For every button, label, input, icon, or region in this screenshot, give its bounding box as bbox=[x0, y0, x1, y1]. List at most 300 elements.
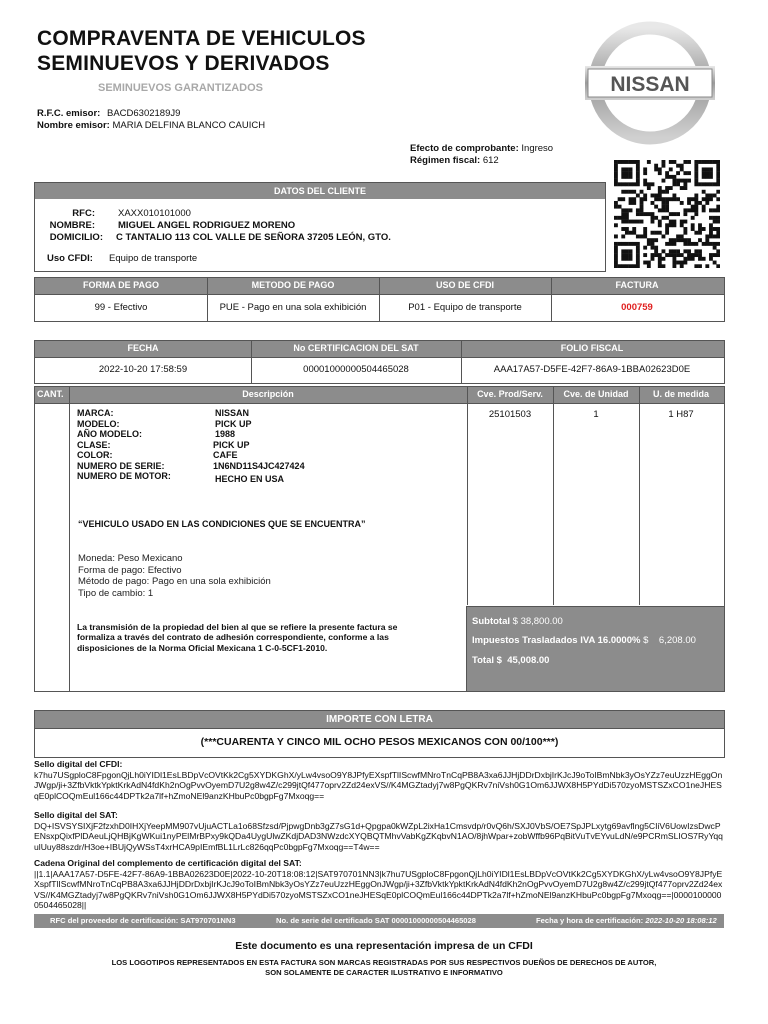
qr-module bbox=[665, 223, 669, 227]
qr-module bbox=[698, 253, 702, 257]
qr-module bbox=[691, 253, 695, 257]
qr-module bbox=[636, 264, 640, 268]
qr-module bbox=[629, 197, 633, 201]
qr-module bbox=[614, 175, 618, 179]
qr-module bbox=[683, 242, 687, 246]
qr-module bbox=[651, 216, 655, 220]
qr-module bbox=[716, 264, 720, 268]
qr-module bbox=[680, 167, 684, 171]
qr-module bbox=[716, 242, 720, 246]
total-value: $ 45,008.00 bbox=[496, 655, 550, 666]
qr-module bbox=[698, 201, 702, 205]
sello-sat-label: Sello digital del SAT: bbox=[34, 810, 118, 820]
factura-number: 000759 bbox=[621, 302, 653, 313]
qr-module bbox=[629, 182, 633, 186]
qr-module bbox=[669, 249, 673, 253]
qr-module bbox=[651, 231, 655, 235]
qr-module bbox=[658, 220, 662, 224]
cadena-label: Cadena Original del complemento de certificación digital del SAT: bbox=[34, 858, 302, 868]
qr-module bbox=[683, 179, 687, 183]
qr-module bbox=[716, 167, 720, 171]
qr-module bbox=[621, 227, 625, 231]
qr-module bbox=[676, 164, 680, 168]
qr-module bbox=[694, 205, 698, 209]
qr-module bbox=[625, 175, 629, 179]
qr-module bbox=[709, 182, 713, 186]
total-label: Total bbox=[472, 655, 494, 666]
qr-module bbox=[618, 216, 622, 220]
qr-module bbox=[698, 257, 702, 261]
qr-module bbox=[621, 253, 625, 257]
qr-module bbox=[629, 231, 633, 235]
cliente-uso-label: Uso CFDI: bbox=[47, 253, 93, 264]
vehicle-value-serie: 1N6ND11S4JC427424 bbox=[213, 461, 305, 471]
qr-module bbox=[618, 205, 622, 209]
nissan-logo bbox=[585, 18, 715, 148]
qr-module bbox=[636, 242, 640, 246]
qr-module bbox=[643, 227, 647, 231]
qr-module bbox=[636, 257, 640, 261]
qr-module bbox=[621, 264, 625, 268]
qr-module bbox=[625, 208, 629, 212]
qr-module bbox=[614, 182, 618, 186]
qr-module bbox=[669, 223, 673, 227]
forma-line: Forma de pago: Efectivo bbox=[78, 564, 182, 576]
qr-module bbox=[636, 182, 640, 186]
qr-module bbox=[629, 249, 633, 253]
qr-module bbox=[629, 190, 633, 194]
qr-module bbox=[618, 242, 622, 246]
qr-module bbox=[629, 264, 633, 268]
qr-module bbox=[716, 208, 720, 212]
qr-module bbox=[621, 220, 625, 224]
qr-module bbox=[632, 227, 636, 231]
qr-module bbox=[709, 253, 713, 257]
qr-module bbox=[665, 205, 669, 209]
qr-module bbox=[669, 167, 673, 171]
pago-header-factura: FACTURA bbox=[615, 280, 659, 290]
qr-module bbox=[716, 175, 720, 179]
qr-module bbox=[629, 171, 633, 175]
qr-module bbox=[614, 205, 618, 209]
vehicle-value-anio: 1988 bbox=[215, 429, 236, 439]
cert-fecha-value: 2022-10-20 18:08:12 bbox=[645, 916, 717, 925]
qr-module bbox=[614, 264, 618, 268]
cert-serie-label: No. de serie del certificado SAT bbox=[276, 916, 390, 925]
qr-module bbox=[662, 197, 666, 201]
qr-module bbox=[643, 231, 647, 235]
qr-module bbox=[694, 194, 698, 198]
vehicle-label-serie: NUMERO DE SERIE: bbox=[77, 460, 165, 471]
qr-module bbox=[651, 253, 655, 257]
qr-module bbox=[716, 253, 720, 257]
emisor-nombre-value: MARIA DELFINA BLANCO CAUICH bbox=[112, 120, 266, 131]
qr-module bbox=[621, 160, 625, 164]
regimen-fiscal bbox=[410, 155, 499, 166]
qr-module bbox=[694, 179, 698, 183]
qr-module bbox=[629, 167, 633, 171]
qr-module bbox=[651, 194, 655, 198]
qr-module bbox=[658, 190, 662, 194]
qr-module bbox=[680, 186, 684, 190]
qr-module bbox=[691, 242, 695, 246]
qr-module bbox=[651, 238, 655, 242]
qr-module bbox=[662, 164, 666, 168]
qr-module bbox=[713, 227, 717, 231]
qr-module bbox=[694, 164, 698, 168]
qr-module bbox=[716, 164, 720, 168]
cliente-domicilio-value: C TANTALIO 113 COL VALLE DE SEÑORA 37205 LEÓN, GTO. bbox=[116, 232, 391, 243]
qr-module bbox=[614, 246, 618, 250]
qr-module bbox=[629, 175, 633, 179]
qr-module bbox=[698, 249, 702, 253]
qr-module bbox=[665, 242, 669, 246]
qr-module bbox=[614, 171, 618, 175]
qr-module bbox=[636, 246, 640, 250]
qr-module bbox=[647, 264, 651, 268]
qr-module bbox=[636, 175, 640, 179]
qr-module bbox=[662, 264, 666, 268]
qr-module bbox=[614, 234, 618, 238]
qr-module bbox=[625, 242, 629, 246]
qr-module bbox=[694, 231, 698, 235]
qr-module bbox=[665, 227, 669, 231]
qr-module bbox=[683, 186, 687, 190]
qr-module bbox=[632, 201, 636, 205]
qr-module bbox=[683, 182, 687, 186]
qr-module bbox=[640, 208, 644, 212]
qr-module bbox=[694, 171, 698, 175]
cliente-domicilio-label: DOMICILIO: bbox=[49, 232, 103, 243]
qr-module bbox=[621, 216, 625, 220]
qr-module bbox=[614, 223, 618, 227]
qr-module bbox=[651, 201, 655, 205]
qr-module bbox=[647, 238, 651, 242]
qr-module bbox=[614, 249, 618, 253]
qr-module bbox=[662, 234, 666, 238]
qr-module bbox=[716, 205, 720, 209]
qr-module bbox=[716, 182, 720, 186]
qr-module bbox=[716, 160, 720, 164]
qr-module bbox=[713, 194, 717, 198]
qr-module bbox=[676, 253, 680, 257]
qr-module bbox=[680, 238, 684, 242]
qr-module bbox=[713, 234, 717, 238]
qr-module bbox=[665, 201, 669, 205]
qr-module bbox=[654, 194, 658, 198]
qr-module bbox=[676, 212, 680, 216]
qr-module bbox=[694, 197, 698, 201]
iva-value: $ 6,208.00 bbox=[643, 635, 696, 646]
emisor-rfc-value: BACD6302189J9 bbox=[107, 108, 181, 119]
qr-module bbox=[662, 249, 666, 253]
qr-module bbox=[672, 220, 676, 224]
qr-module bbox=[691, 205, 695, 209]
trademark-notice-line1: LOS LOGOTIPOS REPRESENTADOS EN ESTA FACTURA SON MARCAS REGISTRADAS POR SUS RESPECTIVOS DUEÑOS DE DERECHOS DE AUTOR, bbox=[111, 958, 657, 967]
qr-module bbox=[694, 253, 698, 257]
qr-module bbox=[709, 216, 713, 220]
qr-module bbox=[658, 223, 662, 227]
qr-module bbox=[629, 257, 633, 261]
qr-module bbox=[716, 179, 720, 183]
qr-module bbox=[702, 182, 706, 186]
qr-module bbox=[658, 264, 662, 268]
qr-module bbox=[632, 190, 636, 194]
qr-module bbox=[658, 208, 662, 212]
sello-sat-section bbox=[34, 810, 724, 852]
qr-module bbox=[713, 220, 717, 224]
qr-module bbox=[636, 208, 640, 212]
cliente-rfc-label: RFC: bbox=[72, 208, 95, 219]
qr-module bbox=[658, 171, 662, 175]
qr-module bbox=[658, 231, 662, 235]
qr-module bbox=[625, 171, 629, 175]
qr-module bbox=[680, 201, 684, 205]
qr-module bbox=[709, 227, 713, 231]
pago-header-forma: FORMA DE PAGO bbox=[83, 280, 159, 290]
qr-module bbox=[702, 160, 706, 164]
qr-module bbox=[705, 182, 709, 186]
qr-module bbox=[658, 197, 662, 201]
qr-module bbox=[665, 231, 669, 235]
qr-module bbox=[687, 160, 691, 164]
qr-module bbox=[632, 160, 636, 164]
qr-module bbox=[662, 257, 666, 261]
datos-cliente-header: DATOS DEL CLIENTE bbox=[35, 183, 605, 199]
qr-module bbox=[702, 197, 706, 201]
cert-rfc bbox=[50, 914, 236, 928]
qr-module bbox=[702, 242, 706, 246]
subtotal-row bbox=[472, 616, 563, 627]
qr-module bbox=[665, 186, 669, 190]
qr-module bbox=[662, 208, 666, 212]
qr-module bbox=[621, 212, 625, 216]
pago-forma-value: 99 - Efectivo bbox=[94, 302, 148, 313]
qr-module bbox=[614, 179, 618, 183]
document-title-line1: COMPRAVENTA DE VEHICULOS bbox=[37, 27, 366, 50]
folio-fiscal-value: AAA17A57-D5FE-42F7-86A9-1BBA02623D0E bbox=[493, 364, 691, 375]
qr-module bbox=[705, 242, 709, 246]
vehicle-label-modelo: MODELO: bbox=[77, 418, 120, 429]
qr-module bbox=[614, 261, 618, 265]
qr-module bbox=[676, 234, 680, 238]
efecto-label: Efecto de comprobante: bbox=[410, 143, 519, 154]
qr-module bbox=[640, 197, 644, 201]
qr-module bbox=[618, 160, 622, 164]
efecto-comprobante bbox=[410, 143, 553, 154]
cert-fecha-label: Fecha y hora de certificación: bbox=[536, 916, 644, 925]
qr-module bbox=[705, 171, 709, 175]
certification-bar bbox=[34, 914, 724, 928]
qr-module bbox=[643, 167, 647, 171]
qr-module bbox=[691, 208, 695, 212]
qr-module bbox=[694, 182, 698, 186]
qr-module bbox=[647, 182, 651, 186]
qr-module bbox=[651, 212, 655, 216]
qr-module bbox=[658, 167, 662, 171]
qr-module bbox=[621, 249, 625, 253]
qr-module bbox=[654, 197, 658, 201]
qr-module bbox=[640, 234, 644, 238]
qr-module bbox=[683, 208, 687, 212]
vehicle-label-clase: CLASE: bbox=[77, 439, 111, 450]
qr-module bbox=[709, 175, 713, 179]
qr-module bbox=[698, 231, 702, 235]
qr-module bbox=[658, 261, 662, 265]
qr-module bbox=[716, 197, 720, 201]
qr-module bbox=[713, 242, 717, 246]
cert-rfc-value: SAT970701NN3 bbox=[180, 916, 236, 925]
qr-module bbox=[709, 194, 713, 198]
qr-module bbox=[683, 261, 687, 265]
qr-module bbox=[687, 208, 691, 212]
qr-module bbox=[618, 264, 622, 268]
importe-header: IMPORTE CON LETRA bbox=[35, 711, 724, 729]
qr-module bbox=[683, 220, 687, 224]
sello-cfdi-value: k7hu7USgploC8FpgonQjLh0iYIDl1EsLBDpVcOVtKk2Cg5XYDKGhX/yLw4vsoO9Y8JPfyEXspfTlIScwfMNroTnCqPB8A3xa6JJHjDDrDxbjIrKJcJ9oToIBmNbk3yOsYZz7euUzzHEggOnJWgp/ji+3ZfbVktkYpktKrkAdN4fdKh2nOgPvvOyemD7U2g8w4Z/c299jtQf477oprv2Zd24exVS//K4MGZtadyj7w8PgQKRv7niVsh0G1Om6JJWX8H5PYdDi570zyoMSTSZxCO1neJHESqE0plCOQmEul166c44DPTk2a7lf+hZmoNEl9anzKHbuPc0bgpFg7Mxoqg== bbox=[34, 770, 723, 801]
qr-module bbox=[651, 242, 655, 246]
qr-module bbox=[647, 261, 651, 265]
qr-module bbox=[702, 190, 706, 194]
qr-module bbox=[651, 246, 655, 250]
qr-module bbox=[691, 257, 695, 261]
qr-module bbox=[716, 249, 720, 253]
qr-module bbox=[636, 220, 640, 224]
qr-module bbox=[669, 242, 673, 246]
qr-module bbox=[643, 234, 647, 238]
pago-header-uso: USO DE CFDI bbox=[435, 280, 494, 290]
qr-module bbox=[705, 264, 709, 268]
qr-module bbox=[669, 238, 673, 242]
qr-module bbox=[669, 175, 673, 179]
vehicle-value-motor: HECHO EN USA bbox=[215, 474, 285, 484]
document-title-line2: SEMINUEVOS Y DERIVADOS bbox=[37, 52, 330, 75]
qr-module bbox=[643, 253, 647, 257]
emisor-rfc bbox=[37, 108, 180, 119]
qr-module bbox=[713, 208, 717, 212]
cadena-section bbox=[34, 858, 724, 910]
document-subtitle: SEMINUEVOS GARANTIZADOS bbox=[98, 82, 264, 94]
items-header-cant: CANT. bbox=[37, 389, 64, 399]
qr-module bbox=[625, 253, 629, 257]
qr-module bbox=[614, 167, 618, 171]
qr-module bbox=[614, 253, 618, 257]
qr-module bbox=[665, 175, 669, 179]
qr-module bbox=[683, 249, 687, 253]
qr-module bbox=[636, 253, 640, 257]
cliente-rfc-value: XAXX010101000 bbox=[118, 208, 191, 219]
qr-module bbox=[654, 253, 658, 257]
total-row bbox=[472, 655, 549, 666]
qr-module bbox=[672, 257, 676, 261]
qr-module bbox=[705, 238, 709, 242]
sello-sat-value: DQ+ISVSYSIXjF2fzxhD0IHXjYeepMM907vUjuACTLa1o68Sfzsd/PjpwgDnb3gZ7sG1d+Qpgpa0kWZpL2ixHa1Cmsvdp/r0vQ6h/SXJ0VbS/OE7SpJPLxytg69avflng5CIiV6UowIzsDwcPENsxpQixfPlDAeuLjQHBjKgWKui1nyPElMrBPxy9kQDa4UygUlwZKdjDAD3NWzdcXYQBQTMhvVabKgZKqbvN1AO/8jhWpar+zobWffb96PqBitVuTvEYvuLdN/e9PCRmSLIOS7RyYqqulUuy88szdr/H3oe+IBUjQyWSsT4xrHCA9pIEmfBL1LrLc826qqPc0bgpFg7Mxoqg==T4w== bbox=[34, 821, 723, 852]
qr-module bbox=[716, 234, 720, 238]
qr-module bbox=[636, 160, 640, 164]
vehicle-value-modelo: PICK UP bbox=[215, 418, 252, 429]
u-medida-value: 1 H87 bbox=[668, 409, 694, 420]
qr-module bbox=[643, 194, 647, 198]
qr-module bbox=[647, 242, 651, 246]
qr-module bbox=[698, 264, 702, 268]
qr-module bbox=[614, 242, 618, 246]
qr-module bbox=[705, 197, 709, 201]
qr-module bbox=[621, 197, 625, 201]
qr-module bbox=[662, 216, 666, 220]
qr-module bbox=[713, 182, 717, 186]
certificacion-header: No CERTIFICACION DEL SAT bbox=[293, 343, 419, 353]
qr-module bbox=[698, 160, 702, 164]
qr-module bbox=[614, 164, 618, 168]
qr-module bbox=[709, 197, 713, 201]
qr-module bbox=[672, 175, 676, 179]
qr-module bbox=[625, 220, 629, 224]
qr-module bbox=[713, 160, 717, 164]
qr-module bbox=[705, 167, 709, 171]
nissan-logo-text: NISSAN bbox=[610, 73, 690, 96]
qr-module bbox=[636, 167, 640, 171]
qr-module bbox=[676, 182, 680, 186]
qr-module bbox=[669, 197, 673, 201]
qr-module bbox=[651, 220, 655, 224]
qr-module bbox=[672, 223, 676, 227]
qr-module bbox=[625, 167, 629, 171]
qr-module bbox=[651, 257, 655, 261]
qr-module bbox=[676, 197, 680, 201]
qr-module bbox=[640, 220, 644, 224]
qr-module bbox=[621, 182, 625, 186]
metodo-line: Método de pago: Pago en una sola exhibición bbox=[78, 576, 271, 587]
qr-module bbox=[705, 234, 709, 238]
qr-module bbox=[640, 201, 644, 205]
qr-module bbox=[618, 197, 622, 201]
qr-module bbox=[691, 216, 695, 220]
qr-module bbox=[687, 249, 691, 253]
cert-serie bbox=[276, 914, 476, 928]
qr-module bbox=[702, 171, 706, 175]
qr-module bbox=[654, 231, 658, 235]
qr-module bbox=[643, 179, 647, 183]
qr-module bbox=[629, 160, 633, 164]
qr-module bbox=[665, 253, 669, 257]
qr-module bbox=[702, 208, 706, 212]
qr-module bbox=[654, 246, 658, 250]
qr-module bbox=[672, 253, 676, 257]
legal-notice: La transmisión de la propiedad del bien al que se refiere la presente factura se formaliza a través del contrato de adhesión correspondiente, conforme a las disposiciones de la Norma Oficial Mexicana 1 C-0-5CF1-2010. bbox=[77, 622, 398, 653]
emisor-nombre bbox=[37, 120, 265, 131]
qr-module bbox=[636, 179, 640, 183]
pago-uso-value: P01 - Equipo de transporte bbox=[408, 302, 522, 313]
qr-module bbox=[621, 208, 625, 212]
qr-module bbox=[709, 223, 713, 227]
qr-module bbox=[716, 227, 720, 231]
certificacion-value: 00001000000504465028 bbox=[303, 364, 409, 375]
qr-module bbox=[716, 220, 720, 224]
qr-module bbox=[665, 197, 669, 201]
qr-module bbox=[694, 212, 698, 216]
qr-module bbox=[694, 249, 698, 253]
qr-module bbox=[632, 197, 636, 201]
qr-module bbox=[702, 175, 706, 179]
qr-module bbox=[669, 253, 673, 257]
qr-module bbox=[716, 171, 720, 175]
qr-module bbox=[629, 242, 633, 246]
qr-module bbox=[705, 160, 709, 164]
cve-unidad-value: 1 bbox=[593, 409, 599, 420]
qr-module bbox=[658, 194, 662, 198]
totals-box bbox=[466, 606, 725, 692]
fecha-value: 2022-10-20 17:58:59 bbox=[98, 364, 188, 375]
